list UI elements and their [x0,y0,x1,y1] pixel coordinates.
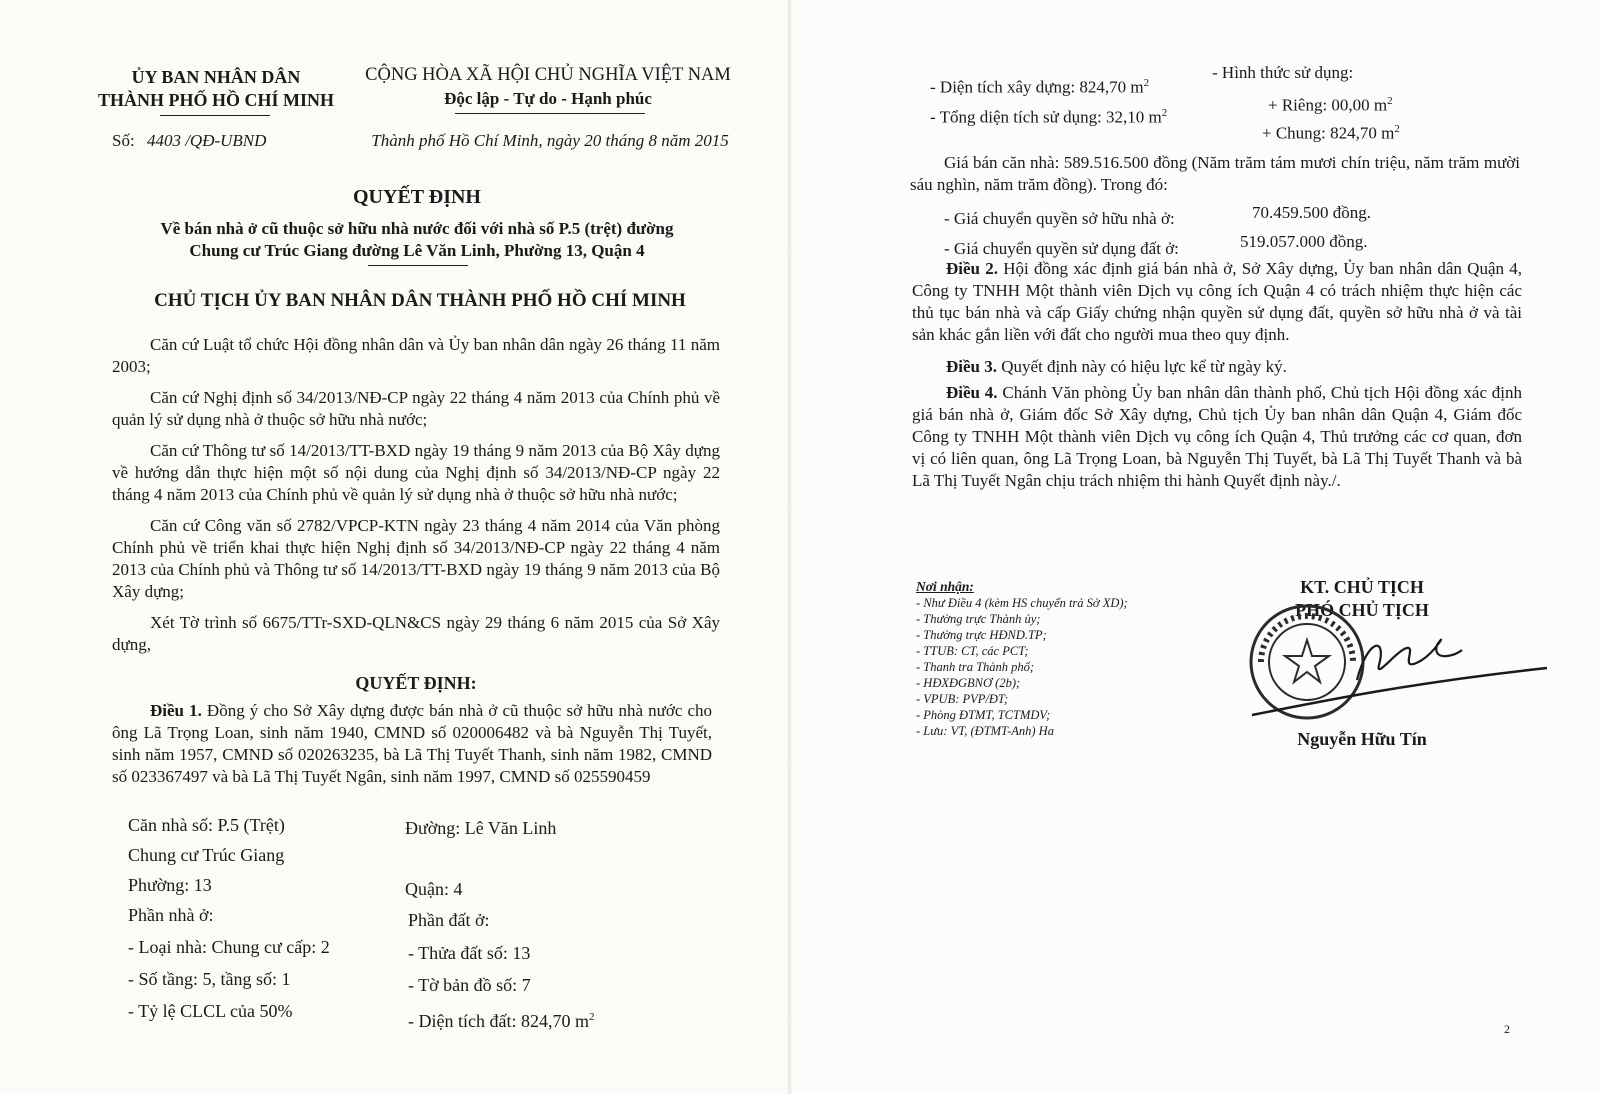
recipient-item: - VPUB: PVP/ĐT; [916,692,1009,706]
unit-superscript: 2 [1394,123,1400,135]
agency-header [92,66,340,112]
recipient-item: - Lưu: VT, (ĐTMT-Anh) Ha [916,724,1054,738]
doc-number-label: Số: [112,131,135,150]
building: Chung cư Trúc Giang [128,845,285,865]
recipient-item: - Thanh tra Thành phố; [916,660,1035,674]
recipients-block [916,578,1216,739]
land-part: Phần đất ở: [408,910,490,930]
subject-line2: Chung cư Trúc Giang đường Lê Văn Linh, Phường 13, Quận 4 [189,241,645,260]
article-3-text: Quyết định này có hiệu lực kể từ ngày ký. [997,357,1287,376]
unit-superscript: 2 [588,1011,595,1023]
subject-line1: Về bán nhà ở cũ thuộc sở hữu nhà nước đối với nhà số P.5 (trệt) đường [160,219,674,238]
quality: - Tỷ lệ CLCL của 50% [128,1001,293,1021]
page-number: 2 [1504,1022,1510,1036]
authority-heading: CHỦ TỊCH ỦY BAN NHÂN DÂN THÀNH PHỐ HỒ CHÍ MINH [154,290,686,311]
district: Quận: 4 [405,879,463,899]
usage-form: - Hình thức sử dụng: [1212,63,1354,82]
land-area-value: - Diện tích đất: 824,70 m [408,1011,589,1031]
price-house-label: - Giá chuyển quyền sở hữu nhà ở: [944,209,1175,228]
article-4-text: Chánh Văn phòng Ủy ban nhân dân thành phố, Chủ tịch Hội đồng xác định giá bán nhà ở, Giám đốc Sở Xây dựng, Chủ tịch Ủy ban nhân dân Quận 4, Giám đốc Công ty TNHH Một thành viên Dịch vụ công ích Quận 4, Thủ trưởng các cơ quan, đơn vị có liên quan, ông Lã Trọng Loan, bà Nguyễn Thị Tuyết, bà Lã Thị Tuyết Thanh và bà Lã Thị Tuyết Ngân chịu trách nhiệm thi hành Quyết định này./. [912,383,1523,490]
doc-subject [112,218,722,262]
price-text: Giá bán căn nhà: 589.516.500 đồng (Năm trăm tám mươi chín triệu, năm trăm mười sáu nghìn, năm trăm đồng). Trong đó: [910,153,1520,194]
article-1-text: Đồng ý cho Sở Xây dựng được bán nhà ở cũ thuộc sở hữu nhà nước cho ông Lã Trọng Loan, sinh năm 1940, CMND số 020006482 và bà Nguyễn Thị Tuyết, sinh năm 1957, CMND số 020263235, bà Lã Thị Tuyết Thanh, sinh năm 1982, CMND số 023367497 và bà Lã Thị Tuyết Ngân, sinh năm 1997, CMND số 025590459 [112,701,712,786]
article-3-label: Điều 3. [946,357,997,376]
article-2-text: Hội đồng xác định giá bán nhà ở, Sở Xây dựng, Ủy ban nhân dân Quận 4, Công ty TNHH Một thành viên Dịch vụ công ích Quận 4 có trách nhiệm thực hiện các thủ tục bán nhà và cấp Giấy chứng nhận quyền sử dụng đất, quyền sở hữu nhà ở và tài sản khác gắn liền với đất cho người mua theo quy định. [912,259,1522,344]
preamble-item: Xét Tờ trình số 6675/TTr-SXD-QLN&CS ngày 29 tháng 6 năm 2015 của Sở Xây dựng, [112,613,720,654]
recipient-item: - Thường trực Thành ủy; [916,612,1041,626]
preamble-item: Căn cứ Công văn số 2782/VPCP-KTN ngày 23 tháng 4 năm 2014 của Văn phòng Chính phủ về triển khai thực hiện Nghị định số 34/2013/NĐ-CP ngày 22 tháng 4 năm 2013 của Chính phủ và Thông tư số 14/2013/TT-BXD ngày 19 tháng 9 năm 2013 của Bộ Xây dựng; [112,516,720,601]
unit-superscript: 2 [1387,95,1393,107]
article-4-label: Điều 4. [946,383,998,402]
nation-underline [455,113,645,114]
price-land-label: - Giá chuyển quyền sử dụng đất ở: [944,239,1179,258]
unit-superscript: 2 [1161,107,1168,119]
unit-superscript: 2 [1143,77,1150,89]
agency-line2: THÀNH PHỐ HỒ CHÍ MINH [97,90,334,110]
recipient-item: - TTUB: CT, các PCT; [916,644,1029,658]
preamble-item: Căn cứ Thông tư số 14/2013/TT-BXD ngày 19 tháng 9 năm 2013 của Bộ Xây dựng về hướng dẫn thực hiện một số nội dung của Nghị định số 34/2013/NĐ-CP ngày 22 tháng 4 năm 2013 của Chính phủ về quản lý sử dụng nhà ở thuộc sở hữu nhà nước; [112,441,720,504]
land-plot: - Thửa đất số: 13 [408,943,531,963]
house-type: - Loại nhà: Chung cư cấp: 2 [128,937,330,957]
house-part: Phần nhà ở: [128,905,214,925]
left-page [0,0,790,1094]
recipient-item: - Như Điều 4 (kèm HS chuyển trả Sở XD); [916,596,1128,610]
ward: Phường: 13 [128,875,212,895]
recipient-item: - Phòng ĐTMT, TCTMDV; [916,708,1051,722]
shared-area-value: + Chung: 824,70 m [1262,123,1395,143]
build-area [930,72,1149,99]
private-area [1268,90,1393,117]
preamble [112,334,720,665]
price-land-value: 519.057.000 đồng. [1240,232,1368,251]
preamble-item: Căn cứ Nghị định số 34/2013/NĐ-CP ngày 22 tháng 4 năm 2013 của Chính phủ về quản lý sử dụng nhà ở thuộc sở hữu nhà nước; [112,388,720,429]
shared-area [1262,118,1400,145]
signer-name: Nguyễn Hữu Tín [1297,729,1427,749]
total-area-value: - Tổng diện tích sử dụng: 32,10 m [930,107,1162,127]
private-area-value: + Riêng: 00,00 m [1268,95,1388,115]
total-area [930,102,1167,129]
street: Đường: Lê Văn Linh [405,818,557,838]
preamble-item: Căn cứ Luật tổ chức Hội đồng nhân dân và Ủy ban nhân dân ngày 26 tháng 11 năm 2003; [112,335,720,376]
land-area [408,1006,594,1033]
subject-underline [368,265,468,266]
price-house-value: 70.459.500 đồng. [1252,203,1371,222]
doc-title: QUYẾT ĐỊNH [353,186,481,208]
right-page [792,0,1600,1094]
build-area-value: - Diện tích xây dựng: 824,70 m [930,77,1144,97]
nation-line1: CỘNG HÒA XÃ HỘI CHỦ NGHĨA VIỆT NAM [365,65,731,85]
article-2-label: Điều 2. [946,259,999,278]
doc-number-value: 4403 /QĐ-UBND [146,131,267,150]
place-date: Thành phố Hồ Chí Minh, ngày 20 tháng 8 năm 2015 [371,131,729,150]
nation-line2: Độc lập - Tự do - Hạnh phúc [444,89,652,108]
agency-line1: ỦY BAN NHÂN DÂN [131,67,301,87]
agency-underline [160,115,270,116]
decide-heading: QUYẾT ĐỊNH: [355,673,477,693]
map-sheet: - Tờ bản đồ số: 7 [408,975,531,995]
article-3 [946,356,1526,378]
article-2 [912,258,1522,346]
article-1 [112,700,712,788]
national-header [348,64,748,110]
doc-number [112,130,266,152]
recipient-item: - HĐXĐGBNƠ (2b); [916,676,1021,690]
sign-position: PHÓ CHỦ TỊCH [1295,600,1429,620]
handwritten-signature [1247,620,1557,730]
floors: - Số tầng: 5, tầng số: 1 [128,969,291,989]
recipient-item: - Thường trực HĐND.TP; [916,628,1047,642]
article-1-label: Điều 1. [150,701,202,720]
article-4 [912,382,1522,492]
recipients-title: Nơi nhận: [916,579,974,594]
sign-on-behalf: KT. CHỦ TỊCH [1300,577,1424,597]
house-no: Căn nhà số: P.5 (Trệt) [128,815,285,835]
